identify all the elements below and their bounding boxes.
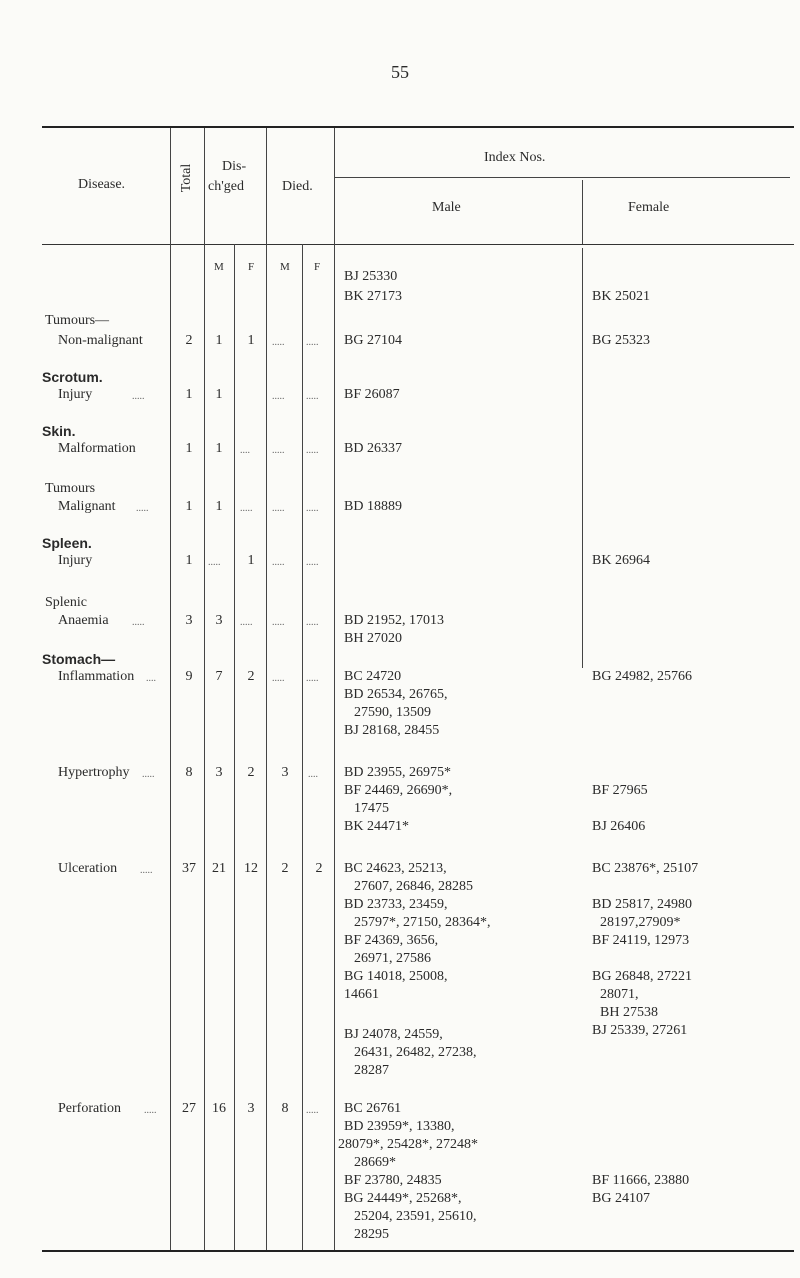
female-header: Female — [628, 200, 670, 215]
discharged-male-value: 16 — [212, 1101, 226, 1116]
total-value: 1 — [185, 499, 193, 514]
disease-label: Ulceration — [58, 861, 118, 876]
died-female-value: ..... — [306, 391, 319, 402]
column-divider — [582, 248, 583, 668]
died-male-value: 3 — [281, 765, 289, 780]
disease-group-label: Splenic — [45, 595, 87, 610]
female-index-entry: BF 11666, 23880 — [592, 1173, 690, 1188]
male-index-entry: BF 26087 — [344, 387, 400, 402]
total-value: 9 — [185, 669, 193, 684]
discharged-female-value: 1 — [247, 553, 255, 568]
discharged-male-value: 1 — [215, 499, 223, 514]
disease-label: Malignant — [58, 499, 116, 514]
died-male-subheader: M — [280, 261, 290, 273]
disease-label: Hypertrophy — [58, 765, 130, 780]
total-header: Total — [179, 163, 194, 193]
male-index-entry: BH 27020 — [344, 631, 402, 646]
male-index-entry: 28669* — [354, 1155, 396, 1170]
male-index-entry: 25797*, 27150, 28364*, — [354, 915, 491, 930]
disease-label: Non-malignant — [58, 333, 143, 348]
disease-group-label: Tumours— — [45, 313, 110, 328]
female-index-entry: BG 26848, 27221 — [592, 969, 692, 984]
discharged-male-value: 3 — [215, 613, 223, 628]
page-number: 55 — [391, 62, 409, 82]
column-divider — [170, 128, 171, 1250]
died-female-subheader: F — [314, 261, 321, 273]
male-index-entry: BF 24369, 3656, — [344, 933, 439, 948]
section-heading: Stomach— — [42, 651, 116, 667]
section-heading: Skin. — [42, 423, 76, 439]
died-male-value: ..... — [272, 673, 285, 684]
died-male-value: ..... — [272, 557, 285, 568]
male-index-entry: BG 27104 — [344, 333, 402, 348]
male-index-entry: BF 24469, 26690*, — [344, 783, 453, 798]
disease-group-label: Tumours — [45, 481, 96, 496]
discharged-female-value: 1 — [247, 333, 255, 348]
male-index-entry: BD 23959*, 13380, — [344, 1119, 455, 1134]
total-value: 1 — [185, 441, 193, 456]
disease-label: Injury — [58, 553, 93, 568]
total-value: 3 — [185, 613, 193, 628]
died-male-value: 2 — [281, 861, 289, 876]
female-index-entry: BG 24107 — [592, 1191, 650, 1206]
total-value: 37 — [182, 861, 196, 876]
male-index-entry: 25204, 23591, 25610, — [354, 1209, 477, 1224]
male-index-entry: BG 14018, 25008, — [344, 969, 448, 984]
male-header: Male — [432, 200, 461, 215]
male-index-entry: 26971, 27586 — [354, 951, 431, 966]
died-female-value: 2 — [315, 861, 323, 876]
leader-dots: ..... — [142, 769, 155, 780]
female-index-entry: BK 25021 — [592, 289, 650, 304]
female-index-entry: 28197,27909* — [600, 915, 681, 930]
female-index-entry: BG 24982, 25766 — [592, 669, 692, 684]
column-divider — [204, 128, 205, 1250]
male-index-entry: BD 26337 — [344, 441, 402, 456]
male-index-entry: 28287 — [354, 1063, 389, 1078]
discharged-male-value: 1 — [215, 387, 223, 402]
disease-label: Inflammation — [58, 669, 135, 684]
male-index-entry: 27590, 13509 — [354, 705, 431, 720]
discharged-male-value: 7 — [215, 669, 223, 684]
disease-label: Malformation — [58, 441, 136, 456]
female-index-entry: BD 25817, 24980 — [592, 897, 692, 912]
column-divider — [334, 128, 335, 1250]
male-index-entry: BD 26534, 26765, — [344, 687, 448, 702]
died-male-value: 8 — [281, 1101, 289, 1116]
male-index-entry: BG 24449*, 25268*, — [344, 1191, 462, 1206]
died-male-value: ..... — [272, 445, 285, 456]
died-female-value: ..... — [306, 1105, 319, 1116]
male-index-entry: 26431, 26482, 27238, — [354, 1045, 477, 1060]
discharged-header-line1: Dis- — [222, 159, 247, 174]
disch-female-subheader: F — [248, 261, 255, 273]
column-divider — [582, 180, 583, 244]
discharged-male-value: 1 — [215, 441, 223, 456]
discharged-female-value: .... — [240, 445, 250, 456]
male-index-entry: BD 23733, 23459, — [344, 897, 448, 912]
discharged-female-value: 12 — [244, 861, 258, 876]
leader-dots: ..... — [136, 503, 149, 514]
died-male-value: ..... — [272, 391, 285, 402]
discharged-male-value: 3 — [215, 765, 223, 780]
male-index-entry: 17475 — [354, 801, 389, 816]
female-index-entry: BJ 25339, 27261 — [592, 1023, 688, 1038]
male-index-entry: BD 18889 — [344, 499, 402, 514]
index-subheader-rule — [335, 177, 790, 178]
table-top-rule — [42, 126, 794, 128]
column-divider — [234, 244, 235, 1250]
male-index-entry: BK 24471* — [344, 819, 409, 834]
female-index-entry: BF 24119, 12973 — [592, 933, 690, 948]
section-heading: Scrotum. — [42, 369, 103, 385]
table-header-rule — [42, 244, 794, 245]
died-header: Died. — [282, 179, 313, 194]
died-male-value: ..... — [272, 617, 285, 628]
column-divider — [266, 128, 267, 1250]
disease-label: Injury — [58, 387, 93, 402]
female-index-entry: BG 25323 — [592, 333, 650, 348]
died-female-value: ..... — [306, 673, 319, 684]
male-index-entry: 28079*, 25428*, 27248* — [338, 1137, 478, 1152]
disch-male-subheader: M — [214, 261, 224, 273]
leader-dots: ..... — [132, 617, 145, 628]
male-index-entry: BC 26761 — [344, 1101, 402, 1116]
discharged-female-value: 2 — [247, 669, 255, 684]
discharged-female-value: 2 — [247, 765, 255, 780]
died-male-value: ..... — [272, 503, 285, 514]
female-index-entry: BC 23876*, 25107 — [592, 861, 699, 876]
female-index-entry: BH 27538 — [600, 1005, 658, 1020]
total-value: 1 — [185, 553, 193, 568]
male-index-entry: BF 23780, 24835 — [344, 1173, 442, 1188]
male-index-entry: BJ 28168, 28455 — [344, 723, 440, 738]
died-female-value: ..... — [306, 503, 319, 514]
leader-dots: ..... — [132, 391, 145, 402]
disease-label: Anaemia — [58, 613, 109, 628]
leader-dots: ..... — [140, 865, 153, 876]
total-value: 8 — [185, 765, 193, 780]
died-male-value: ..... — [272, 337, 285, 348]
section-heading: Spleen. — [42, 535, 92, 551]
total-value: 2 — [185, 333, 193, 348]
male-index-entry: BK 27173 — [344, 289, 402, 304]
died-female-value: ..... — [306, 617, 319, 628]
total-value: 1 — [185, 387, 193, 402]
male-index-entry: BC 24623, 25213, — [344, 861, 447, 876]
leader-dots: .... — [146, 673, 156, 684]
female-index-entry: BK 26964 — [592, 553, 650, 568]
discharged-female-value: 3 — [247, 1101, 255, 1116]
female-index-entry: BF 27965 — [592, 783, 648, 798]
male-index-entry: 27607, 26846, 28285 — [354, 879, 473, 894]
table-bottom-rule — [42, 1250, 794, 1252]
discharged-male-value: 21 — [212, 861, 226, 876]
disease-header: Disease. — [78, 177, 126, 192]
discharged-header-line2: ch'ged — [208, 179, 244, 194]
discharged-male-value: ..... — [208, 557, 221, 568]
disease-label: Perforation — [58, 1101, 121, 1116]
male-index-entry: BD 23955, 26975* — [344, 765, 451, 780]
died-female-value: .... — [308, 769, 318, 780]
leader-dots: ..... — [144, 1105, 157, 1116]
male-index-entry: BD 21952, 17013 — [344, 613, 444, 628]
discharged-female-value: ..... — [240, 503, 253, 514]
female-index-entry: BJ 26406 — [592, 819, 646, 834]
male-index-entry: BC 24720 — [344, 669, 402, 684]
index-header: Index Nos. — [484, 150, 546, 165]
died-female-value: ..... — [306, 337, 319, 348]
discharged-female-value: ..... — [240, 617, 253, 628]
male-index-entry: BJ 25330 — [344, 269, 398, 284]
total-value: 27 — [182, 1101, 196, 1116]
discharged-male-value: 1 — [215, 333, 223, 348]
died-female-value: ..... — [306, 557, 319, 568]
male-index-entry: 14661 — [344, 987, 379, 1002]
column-divider — [302, 244, 303, 1250]
died-female-value: ..... — [306, 445, 319, 456]
male-index-entry: 28295 — [354, 1227, 389, 1242]
female-index-entry: 28071, — [600, 987, 639, 1002]
male-index-entry: BJ 24078, 24559, — [344, 1027, 443, 1042]
